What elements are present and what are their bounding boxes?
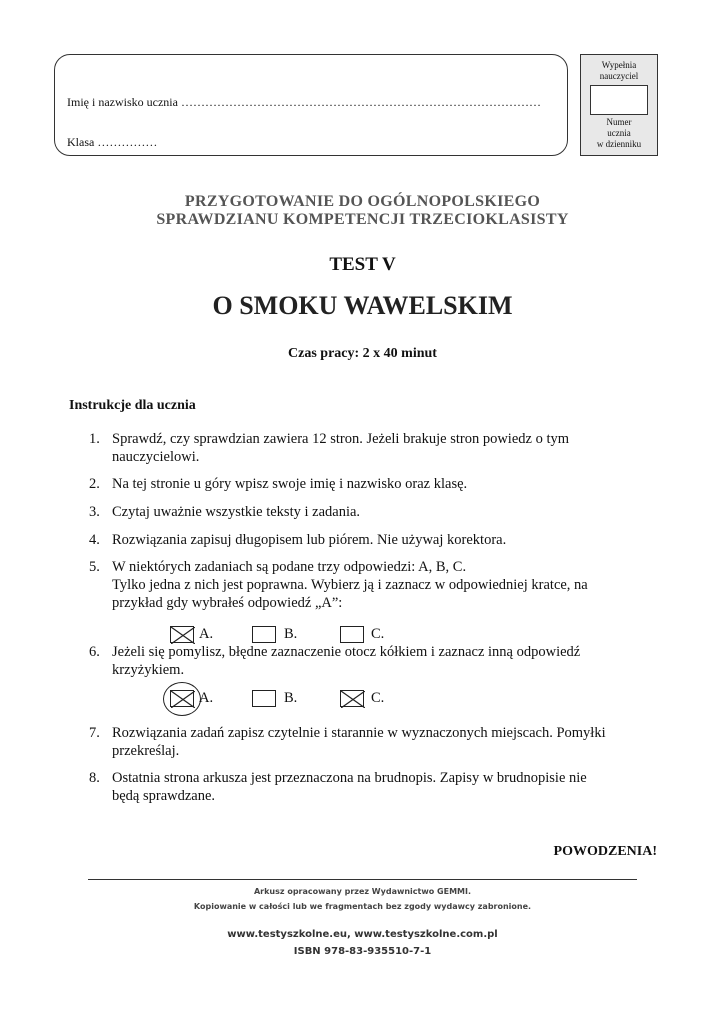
item-number: 8. bbox=[89, 770, 100, 786]
title-line-2: SPRAWDZIANU KOMPETENCJI TRZECIOKLASISTY bbox=[156, 211, 569, 228]
example-checkbox-c-crossed bbox=[340, 690, 364, 707]
option-label-a: A. bbox=[199, 690, 214, 706]
instruction-item bbox=[89, 643, 609, 679]
footer-publisher: Arkusz opracowany przez Wydawnictwo GEMMI. bbox=[253, 887, 472, 896]
student-name-field[interactable]: Imię i nazwisko ucznia ……………………………………………………………………………… bbox=[67, 95, 541, 109]
example-checkbox-b bbox=[252, 626, 276, 643]
student-number-input[interactable] bbox=[590, 85, 648, 115]
teacher-box-label-5: w dzienniku bbox=[596, 139, 642, 149]
cross-icon bbox=[171, 691, 195, 708]
title-line-1: PRZYGOTOWANIE DO OGÓLNOPOLSKIEGO bbox=[184, 193, 541, 210]
class-field[interactable]: Klasa …………… bbox=[67, 135, 158, 149]
item-number: 1. bbox=[89, 431, 100, 447]
instruction-item bbox=[89, 503, 609, 521]
item-number: 4. bbox=[89, 532, 100, 548]
teacher-box-label-4: ucznia bbox=[607, 128, 631, 138]
page-title: O SMOKU WAWELSKIM bbox=[212, 291, 513, 320]
footer-websites[interactable]: www.testyszkolne.eu, www.testyszkolne.com.pl bbox=[227, 929, 498, 940]
item-text: Czytaj uważnie wszystkie teksty i zadania. bbox=[112, 504, 361, 520]
item-number: 7. bbox=[89, 725, 100, 741]
example-checkbox-a-circled bbox=[170, 690, 194, 707]
item-text: Na tej stronie u góry wpisz swoje imię i nazwisko oraz klasę. bbox=[112, 476, 468, 492]
signoff-text: POWODZENIA! bbox=[553, 844, 657, 859]
option-label-b: B. bbox=[284, 626, 298, 642]
item-text: Tylko jedna z nich jest poprawna. Wybierz ją i zaznacz w odpowiedniej kratce, na przykład gdy wybrałeś odpowiedź „A”: bbox=[112, 577, 588, 611]
work-time: Czas pracy: 2 x 40 minut bbox=[288, 346, 437, 361]
instruction-item bbox=[89, 558, 609, 612]
footer-copyright: Kopiowanie w całości lub we fragmentach bez zgody wydawcy zabronione. bbox=[193, 902, 532, 911]
footer-isbn: ISBN 978-83-935510-7-1 bbox=[293, 946, 432, 957]
footer-divider bbox=[88, 879, 637, 880]
item-text: Ostatnia strona arkusza jest przeznaczona na brudnopis. Zapisy w brudnopisie nie będą sprawdzane. bbox=[112, 770, 587, 804]
teacher-box-label-3: Numer bbox=[606, 117, 632, 127]
student-info-box bbox=[54, 54, 568, 156]
teacher-box-label-1: Wypełnia bbox=[601, 60, 637, 70]
test-label: TEST V bbox=[329, 254, 396, 275]
teacher-box bbox=[580, 54, 658, 156]
teacher-box-label-2: nauczyciel bbox=[599, 71, 639, 81]
item-text: Rozwiązania zadań zapisz czytelnie i starannie w wyznaczonych miejscach. Pomyłki przekreślaj. bbox=[112, 725, 606, 759]
instruction-item bbox=[89, 531, 609, 549]
item-text: Rozwiązania zapisuj długopisem lub piórem. Nie używaj korektora. bbox=[112, 532, 507, 548]
cross-icon bbox=[341, 691, 365, 708]
instruction-item bbox=[89, 430, 609, 466]
example-checkbox-c bbox=[340, 626, 364, 643]
option-label-b: B. bbox=[284, 690, 298, 706]
instruction-item bbox=[89, 769, 609, 805]
instruction-item bbox=[89, 724, 609, 760]
instructions-heading: Instrukcje dla ucznia bbox=[69, 398, 196, 413]
option-label-a: A. bbox=[199, 626, 214, 642]
item-number: 6. bbox=[89, 644, 100, 660]
cross-icon bbox=[171, 627, 195, 644]
item-text: Jeżeli się pomylisz, błędne zaznaczenie otocz kółkiem i zaznacz inną odpowiedź krzyżykiem. bbox=[112, 644, 581, 678]
item-text: W niektórych zadaniach są podane trzy odpowiedzi: A, B, C. bbox=[112, 559, 467, 575]
example-checkbox-a-crossed bbox=[170, 626, 194, 643]
item-number: 5. bbox=[89, 559, 100, 575]
item-number: 3. bbox=[89, 504, 100, 520]
item-text: Sprawdź, czy sprawdzian zawiera 12 stron. Jeżeli brakuje stron powiedz o tym nauczycielowi. bbox=[112, 431, 569, 465]
instruction-item bbox=[89, 475, 609, 493]
item-number: 2. bbox=[89, 476, 100, 492]
example-checkbox-b bbox=[252, 690, 276, 707]
option-label-c: C. bbox=[371, 690, 385, 706]
option-label-c: C. bbox=[371, 626, 385, 642]
